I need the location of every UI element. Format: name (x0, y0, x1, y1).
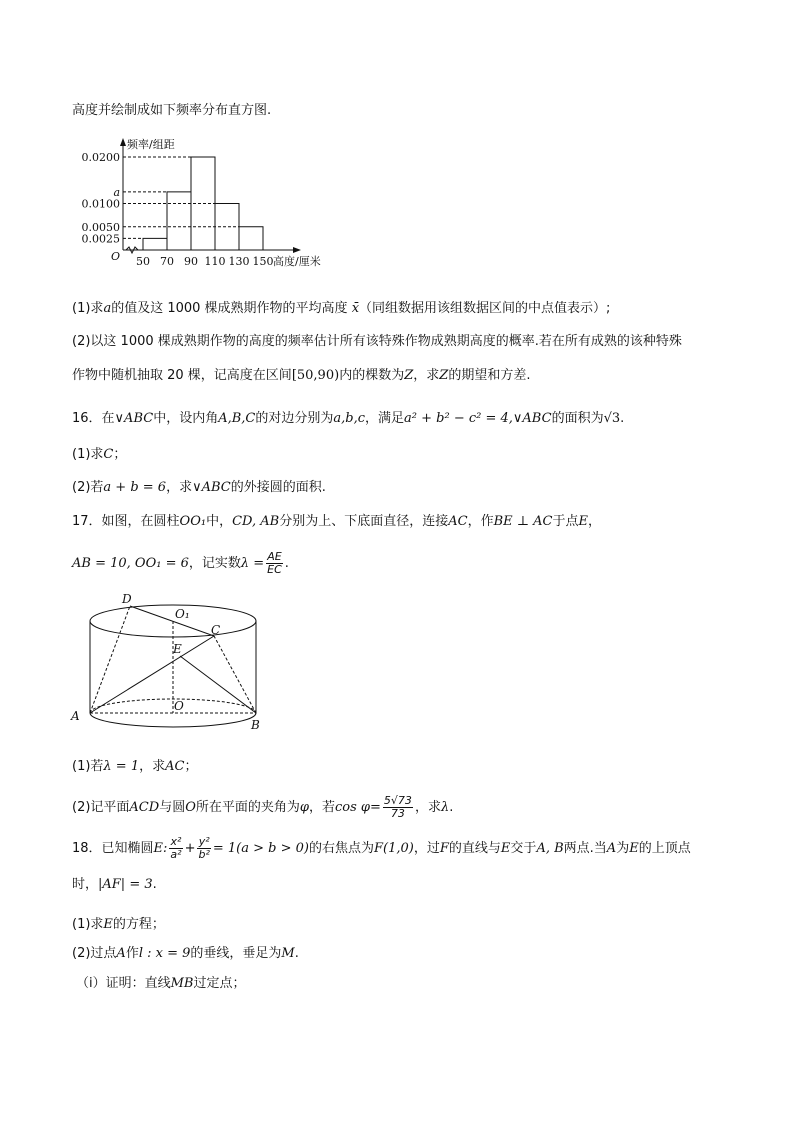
q17-stem: 17．如图，在圆柱OO₁中，CD, AB分别为上、下底面直径，连接AC，作BE ⊥ AC于点E， (72, 514, 601, 529)
bar-50-70 (143, 238, 167, 250)
q15-part2-line2: 作物中随机抽取 20 棵，记高度在区间[50,90)内的棵数为Z，求Z的期望和方差. (72, 368, 531, 383)
q18-stem: 18．已知椭圆E: $\frac{\text{x²}}{\text{a²}}$ + $\frac{\text{y²}}{\text{b²}}$ = 1(a > b > 0)的右焦点为F(1,0)，过F的直线与E交于A, B两点.当A为E的上顶点 (72, 835, 691, 861)
bar-70-90 (167, 192, 191, 250)
ytick-label: 0.0050 (81, 220, 120, 234)
q18-part1: (1)求E的方程； (72, 917, 165, 932)
q15-part1: (1)求a的值及这 1000 棵成熟期作物的平均高度 x̄（同组数据用该组数据区间的中点值表示）; (72, 301, 611, 316)
x-axis-arrow (293, 247, 301, 253)
q16-stem: 16．在∨ABC中，设内角A,B,C的对边分别为a,b,c，满足a² + b² − c² = 4,∨ABC的面积为√3. (72, 411, 625, 426)
q17-stem-line2: AB = 10, OO₁ = 6，记实数λ = $\frac{AE}{EC}$ . (72, 550, 289, 576)
q17-part1: (1)若λ = 1，求AC； (72, 759, 198, 774)
q18-stem-line2: 时，|AF| = 3. (72, 877, 157, 892)
xtick-label: 50 (136, 255, 150, 268)
frequency-histogram (68, 132, 348, 282)
label-A: A (71, 709, 80, 723)
intro-text: 高度并绘制成如下频率分布直方图. (72, 103, 272, 118)
xtick-label: 130 (228, 255, 250, 268)
xtick-label: 70 (160, 255, 174, 268)
x-axis-label: 高度/厘米 (273, 255, 321, 268)
label-B: B (251, 718, 260, 732)
ytick-label: a (113, 185, 120, 199)
q18-part2-i: （i）证明：直线MB过定点； (76, 976, 246, 991)
q17-part2: (2)记平面ACD与圆O所在平面的夹角为φ，若cos φ= $\frac{5√73}{73}$ ，求λ. (72, 794, 454, 820)
ytick-label: 0.0100 (81, 197, 120, 211)
origin-label: O (111, 250, 121, 263)
label-D: D (122, 592, 132, 606)
q16-part2: (2)若a + b = 6，求∨ABC的外接圆的面积. (72, 480, 326, 495)
label-E: E (173, 642, 182, 656)
label-O: O (174, 699, 184, 713)
ytick-label: 0.0200 (81, 151, 120, 164)
q16-part1: (1)求C； (72, 447, 127, 462)
ytick-label: 0.0025 (81, 232, 120, 246)
xtick-label: 150 (252, 255, 274, 268)
label-O1: O₁ (175, 607, 190, 621)
bar-130-150 (239, 227, 263, 250)
q18-part2: (2)过点A作l : x = 9的垂线，垂足为M. (72, 946, 299, 961)
label-C: C (211, 623, 221, 637)
y-axis-arrow (120, 138, 126, 146)
y-axis-label: 频率/组距 (127, 138, 175, 151)
xtick-label: 110 (204, 255, 226, 268)
cylinder-figure (68, 592, 268, 737)
xtick-label: 90 (184, 255, 198, 268)
q15-part2-line1: (2)以这 1000 棵成熟期作物的高度的频率估计所有该特殊作物成熟期高度的概率.若在所有成熟的该种特殊 (72, 334, 682, 349)
